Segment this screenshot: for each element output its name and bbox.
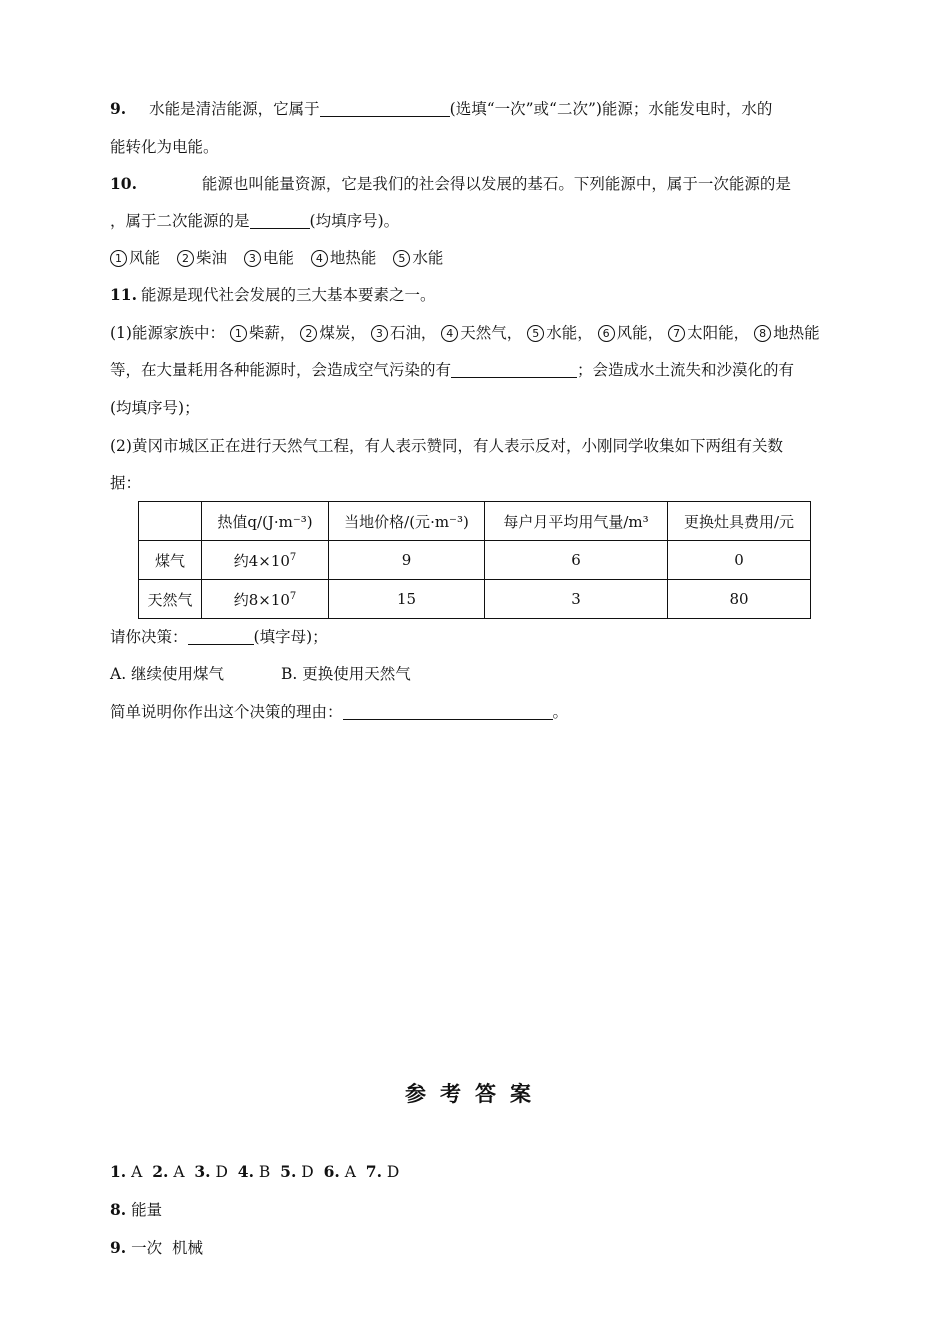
q11-reason-text-b: 。 [552,703,569,721]
energy-item: 2 煤炭， [300,324,366,342]
q11-p2-text-a: (2)黄冈市城区正在进行天然气工程，有人表示赞同，有人表示反对，小刚同学收集如下两组有关数 [110,437,783,455]
q11-p1-line1 [110,322,820,344]
q9-text-c: 能转化为电能。 [110,138,219,156]
answer-item: 7. D [365,1162,400,1181]
table-row [139,580,811,619]
gas-comparison-table [138,501,811,619]
table-row [139,541,811,580]
circled-number: 2 [300,325,317,342]
q11-p1-line3 [110,397,200,419]
energy-item: 5 水能， [527,324,593,342]
q11-decide-line [110,626,328,648]
energy-item: 3 石油， [371,324,437,342]
q9-line2 [110,136,219,158]
q11-reason-blank[interactable] [343,703,553,720]
q10-option: 2 柴油 [177,249,227,267]
table-cell: 3 [485,580,668,619]
circled-number: 1 [230,325,247,342]
energy-item: 4 天然气， [441,324,522,342]
table-cell: 9 [329,541,485,580]
q11-p1-text-c: (均填序号)； [110,399,200,417]
q11-option-a: A. 继续使用煤气 [110,665,225,683]
q9-text-a: 水能是清洁能源，它属于 [149,100,320,118]
answer-item: 5. D [280,1162,314,1181]
q11-decide-text-a: 请你决策： [110,628,188,646]
answer-item: 1. A [110,1162,143,1181]
q9-number: 9. [110,99,127,118]
q10-text-b: ，属于二次能源的是 [110,212,250,230]
table-cell: 6 [485,541,668,580]
circled-number: 5 [527,325,544,342]
answer-9: 9. 一次 机械 [110,1238,203,1257]
circled-number: 4 [311,250,328,267]
circled-number: 3 [244,250,261,267]
q11-blank-1[interactable] [451,361,577,378]
q11-p1-text-a: 等，在大量耗用各种能源时，会造成空气污染的有 [110,361,452,379]
table-header-cell: 每户月平均用气量/m³ [485,502,668,541]
q11-p1-text-b: ；会造成水土流失和沙漠化的有 [577,361,795,379]
q10-text-a: 能源也叫能量资源，它是我们的社会得以发展的基石。下列能源中，属于一次能源的是 [201,175,791,193]
q10-text-c: (均填序号)。 [309,212,400,230]
q10-options [110,247,443,269]
q10-option: 4 地热能 [311,249,377,267]
q11-p2-text-b: 据： [110,474,142,492]
q11-reason-line [110,701,568,723]
q10-number: 10. [110,174,137,193]
q10-option: 5 水能 [393,249,443,267]
table-cell: 约$8\times 10^7$ [202,580,329,619]
energy-item: 8 地热能 [754,324,820,342]
table-header-row [139,502,811,541]
answer-item: 2. A [152,1162,185,1181]
q10-blank[interactable] [250,212,310,229]
table-cell: 15 [329,580,485,619]
q11-number: 11. [110,285,137,304]
table-header-cell: 热值q/(J·m⁻³) [202,502,329,541]
q11-line1 [110,284,435,306]
answers-title: 参考答案 [405,1082,545,1106]
q10-line1 [110,173,791,195]
answer-item: 3. D [194,1162,228,1181]
answers-line1 [110,1161,399,1183]
q9-line1 [110,98,772,120]
q10-option: 3 电能 [244,249,294,267]
table-header-cell: 当地价格/(元·m⁻³) [329,502,485,541]
circled-number: 6 [598,325,615,342]
table-cell: 80 [668,580,811,619]
q11-option-b: B. 更换使用天然气 [281,665,411,683]
answer-8: 8. 能量 [110,1200,163,1219]
answer-item: 6. A [323,1162,356,1181]
circled-number: 8 [754,325,771,342]
table-cell: 0 [668,541,811,580]
q10-option: 1 风能 [110,249,160,267]
circled-number: 3 [371,325,388,342]
q11-decide-text-b: (填字母)； [253,628,328,646]
q10-line2 [110,210,399,232]
energy-item: 6 风能， [598,324,664,342]
table-cell: 煤气 [139,541,202,580]
q11-reason-text-a: 简单说明你作出这个决策的理由： [110,703,343,721]
energy-item: 7 太阳能， [668,324,749,342]
circled-number: 5 [393,250,410,267]
q11-p1-prefix: (1)能源家族中： [110,324,225,342]
circled-number: 1 [110,250,127,267]
q11-intro: 能源是现代社会发展的三大基本要素之一。 [140,286,436,304]
circled-number: 2 [177,250,194,267]
q11-p2-line2 [110,472,141,494]
q11-options-line [110,663,411,685]
table-cell: 约$4\times 10^7$ [202,541,329,580]
q11-decide-blank[interactable] [188,628,254,645]
table-cell: 天然气 [139,580,202,619]
q11-p1-line2 [110,359,794,381]
energy-item: 1 柴薪， [230,324,296,342]
answer-item: 4. B [237,1162,271,1181]
q9-text-b: (选填“一次”或“二次”)能源；水能发电时，水的 [449,100,773,118]
q9-blank-1[interactable] [320,100,450,117]
circled-number: 4 [441,325,458,342]
circled-number: 7 [668,325,685,342]
table-header-cell [139,502,202,541]
q11-p2-line1 [110,435,783,457]
table-header-cell: 更换灶具费用/元 [668,502,811,541]
